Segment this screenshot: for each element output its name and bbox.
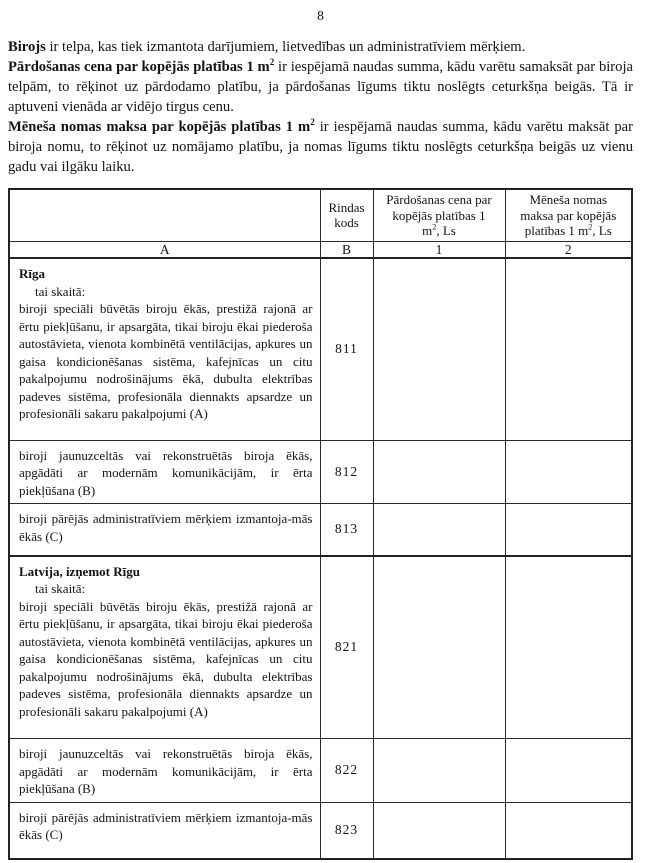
definition-menesa-nomas-maksa bbox=[8, 117, 633, 177]
header-sale-price-unit: , Ls bbox=[436, 223, 456, 238]
row-description-text: biroji jaunuzceltās vai rekonstruētās biroja ēkās, apgādāti ar modernām komunikācijām, ir ērta piekļūšana (B) bbox=[19, 447, 313, 498]
definition-birojs-text: ir telpa, kas tiek izmantota darījumiem, lietvedības un administratīviem mērķiem. bbox=[45, 39, 526, 55]
row-code: 813 bbox=[320, 504, 373, 556]
definition-menesa-nomas-maksa-text: ir iespējamā naudas summa, kādu varētu maksāt par biroja nomu, to rēķinot uz nomājamo platību, ja nomas līgums tiktu noslēgts ceturkšņa beigās uz vienu gadu vai ilgāku laiku. bbox=[8, 119, 633, 175]
row-code: 822 bbox=[320, 739, 373, 803]
rent-price-cell bbox=[505, 802, 632, 859]
rent-price-cell bbox=[505, 258, 632, 440]
row-description-text: biroji jaunuzceltās vai rekonstruētās biroja ēkās, apgādāti ar modernām komunikācijām, ir ērta piekļūšana (B) bbox=[19, 746, 313, 796]
section-title: Latvija, izņemot Rīgu bbox=[19, 563, 140, 579]
superscript-2: 2 bbox=[310, 117, 315, 128]
superscript-2: 2 bbox=[432, 222, 437, 232]
term-birojs: Birojs bbox=[8, 39, 46, 55]
rent-price-cell bbox=[505, 504, 632, 556]
table-row-riga-811 bbox=[9, 258, 632, 440]
header-sale-price-label: Pārdošanas cena par kopējās platības 1 m bbox=[386, 192, 492, 238]
column-letters-row bbox=[9, 241, 632, 258]
row-description-cell bbox=[9, 258, 320, 440]
row-description-text: biroji pārējās administratīviem mērķiem izmantoja-mās ēkās (C) bbox=[19, 511, 313, 544]
row-description-cell bbox=[9, 504, 320, 556]
rent-price-cell bbox=[505, 556, 632, 739]
row-description-text: biroji speciāli būvētās biroju ēkās, prestižā rajonā ar ērtu piekļūšanu, ir apsargāta, tikai biroju ēkai piederoša autostāvieta, vienota kombinētā ventilācijas, apkures un gaisa kondicionēšanas sistēma, kafejnīcas un citu pakalpojumu nodrošinājums ēkā, dubulta elektrības padeves sistēma, profesionāla diennakts apsardze un profesionāli sakaru pakalpojumi (A) bbox=[19, 301, 313, 421]
sale-price-cell bbox=[373, 504, 505, 556]
column-letter-b: B bbox=[320, 241, 373, 258]
table-header-row bbox=[9, 189, 632, 241]
office-rates-table bbox=[8, 188, 633, 860]
table-row-812 bbox=[9, 440, 632, 504]
header-description-cell bbox=[9, 189, 320, 241]
column-letter-2: 2 bbox=[505, 241, 632, 258]
table-row-latvija-821 bbox=[9, 556, 632, 739]
intro-definitions bbox=[8, 37, 633, 177]
row-code: 823 bbox=[320, 802, 373, 859]
table-row-823 bbox=[9, 802, 632, 859]
sale-price-cell bbox=[373, 440, 505, 504]
definition-pardosanas-cena-text: ir iespējamā naudas summa, kādu varētu samaksāt par biroja telpām, to rēķinot uz pārdodamo platību, ja pārdošanas līgums tiktu noslēgts ceturkšņa beigās. Tā ir aptuveni vienāda ar vidējo tirgus cenu. bbox=[8, 59, 633, 115]
row-code: 821 bbox=[320, 556, 373, 739]
sale-price-cell bbox=[373, 802, 505, 859]
row-code: 812 bbox=[320, 440, 373, 504]
definition-birojs bbox=[8, 37, 633, 57]
row-code: 811 bbox=[320, 258, 373, 440]
header-rent-price-label: Mēneša nomas maksa par kopējās platības 1 m bbox=[520, 192, 617, 238]
term-pardosanas-cena: Pārdošanas cena par kopējās platības 1 m bbox=[8, 59, 270, 75]
header-rent-price-cell bbox=[505, 189, 632, 241]
superscript-2: 2 bbox=[588, 222, 593, 232]
sale-price-cell bbox=[373, 258, 505, 440]
term-menesa-nomas-maksa: Mēneša nomas maksa par kopējās platības 1 m bbox=[8, 119, 311, 135]
superscript-2: 2 bbox=[269, 57, 275, 68]
column-letter-a: A bbox=[9, 241, 320, 258]
row-description-cell bbox=[9, 739, 320, 803]
row-description-text: biroji speciāli būvētās biroju ēkās, prestižā rajonā ar ērtu piekļūšanu, ir apsargāta, tikai biroju ēkai piederoša autostāvieta, vienota kombinētā ventilācijas, apkures un gaisa kondicionēšanas sistēma, kafejnīcas un citu pakalpojumu nodrošinājums ēkā, dubulta elektrības padeves sistēma, profesionāla diennakts apsardze un profesionāli sakaru pakalpojumi (A) bbox=[19, 598, 313, 719]
page-number: 8 bbox=[317, 8, 324, 23]
section-subtitle: tai skaitā: bbox=[35, 581, 86, 596]
row-description-text: biroji pārējās administratīviem mērķiem izmantoja-mās ēkās (C) bbox=[19, 809, 313, 842]
rent-price-cell bbox=[505, 739, 632, 803]
rent-price-cell bbox=[505, 440, 632, 504]
section-title: Rīga bbox=[19, 266, 45, 281]
row-description-cell bbox=[9, 802, 320, 859]
sale-price-cell bbox=[373, 556, 505, 739]
table-row-813 bbox=[9, 504, 632, 556]
header-row-code-label: Rindas kods bbox=[328, 199, 365, 231]
table-row-822 bbox=[9, 739, 632, 803]
row-description-cell bbox=[9, 556, 320, 739]
header-row-code-cell bbox=[320, 189, 373, 241]
sale-price-cell bbox=[373, 739, 505, 803]
column-letter-1: 1 bbox=[373, 241, 505, 258]
header-rent-price-unit: , Ls bbox=[592, 223, 612, 238]
definition-pardosanas-cena bbox=[8, 57, 633, 117]
header-sale-price-cell bbox=[373, 189, 505, 241]
row-description-cell bbox=[9, 440, 320, 504]
section-subtitle: tai skaitā: bbox=[35, 283, 86, 299]
